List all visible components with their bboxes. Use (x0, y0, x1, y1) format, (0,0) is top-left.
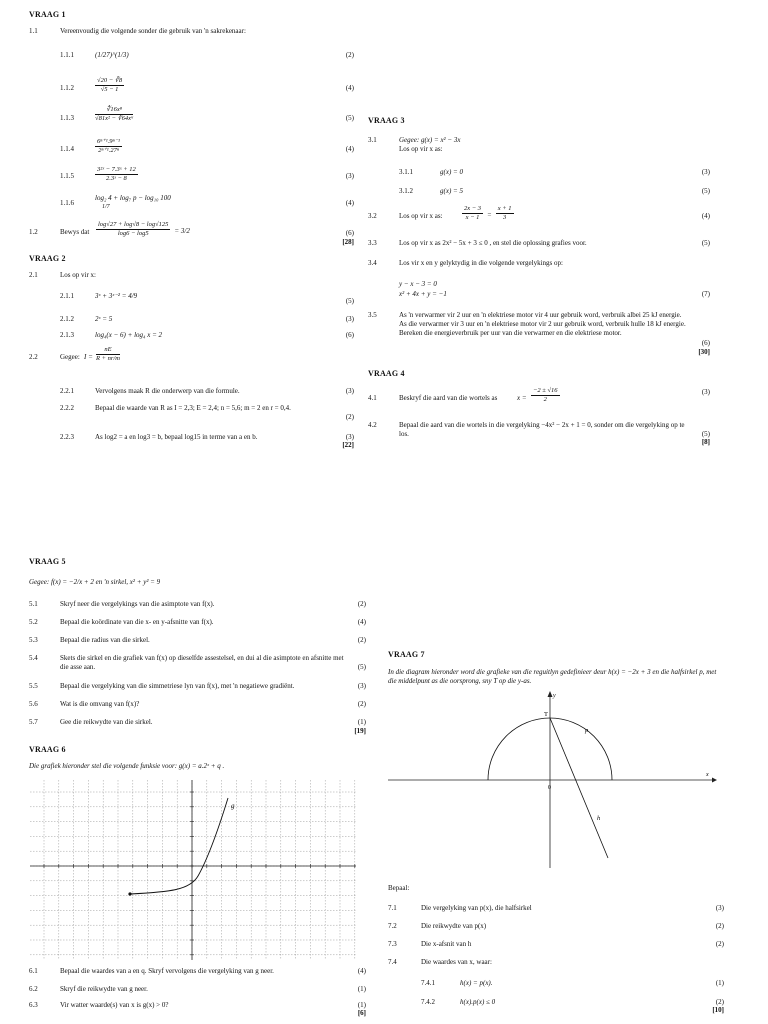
q4-1-denominator: 2 (543, 395, 547, 403)
q1-1-3-numerator: ∜16x⁸ (95, 106, 133, 115)
q1-2-rhs: = 3/2 (174, 227, 190, 235)
q2-1-2-number: 2.1.2 (60, 315, 74, 323)
q7-determine: Bepaal: (388, 884, 410, 892)
q1-1-2-numerator: √20 − ∛8 (97, 76, 123, 84)
q1-1-5-expression (95, 165, 138, 183)
q7-4-2-mark: (2) (715, 998, 724, 1006)
q4-2-mark: (5) (701, 430, 710, 438)
q6-intro: Die grafiek hieronder stel die volgende funksie voor: g(x) = a.2ˣ + q . (29, 762, 225, 770)
q3-total: [30] (698, 348, 710, 356)
q7-2-text: Die reikwydte van p(x) (421, 922, 487, 930)
q3-4-equation-2: x² + 4x + y = −1 (399, 290, 447, 298)
q1-heading: VRAAG 1 (29, 10, 66, 19)
q7-intro: In die diagram hieronder word die grafieke van die reguitlyn gedefinieer deur h(x) = −2x + 3 en die halfsirkel p, met die middelpunt as die oorsprong, sny T op die y-as. (388, 668, 717, 685)
q7-x-axis-arrow (712, 778, 717, 783)
q5-2-number: 5.2 (29, 618, 38, 626)
q7-heading: VRAAG 7 (388, 650, 425, 659)
q1-1-3-number: 1.1.3 (60, 114, 74, 122)
q2-2-3-mark: (3) (345, 433, 354, 441)
q2-2-text: Gegee: (60, 353, 80, 361)
q4-heading: VRAAG 4 (368, 369, 405, 378)
q1-2-text: Bewys dat (60, 228, 90, 236)
q3-2-left-numerator: 2x − 3 (464, 204, 482, 212)
q3-1-1-mark: (3) (701, 168, 710, 176)
q5-2-mark: (4) (357, 618, 366, 626)
q6-2-number: 6.2 (29, 985, 38, 993)
q2-2-formula-denominator: R + nr/m (96, 354, 120, 362)
q1-1-3-mark: (5) (345, 114, 354, 122)
q3-4-number: 3.4 (368, 259, 377, 267)
q1-1-3-denominator: √81x² − ∛64x⁶ (95, 114, 134, 122)
q2-2-3-number: 2.2.3 (60, 433, 74, 441)
q4-1-number: 4.1 (368, 394, 377, 402)
q2-2-1-text: Vervolgens maak R die onderwerp van die formule. (95, 387, 240, 395)
q5-heading: VRAAG 5 (29, 557, 66, 566)
q3-3-mark: (5) (701, 239, 710, 247)
q2-2-2-mark: (2) (345, 413, 354, 421)
q3-1-text2: Los op vir x as: (399, 145, 443, 153)
q7-4-2-text: h(x).p(x) ≤ 0 (460, 998, 496, 1006)
q1-1-6-base: 1/7 (102, 204, 110, 210)
q2-2-formula-numerator: nE (96, 346, 120, 355)
q2-1-3-expression: log₄(x − 6) + log₄ x = 2 (95, 331, 163, 339)
q3-3-number: 3.3 (368, 239, 377, 247)
q4-2-text: Bepaal die aard van die wortels in die vergelyking −4x² − 2x + 1 = 0, sonder om die vergelyking op te los. (399, 421, 685, 438)
q1-1-5-denominator: 2.3ˣ − 8 (105, 174, 127, 182)
q7-4-1-mark: (1) (715, 979, 724, 987)
q7-3-text: Die x-afsnit van h (421, 940, 472, 948)
q1-1-4-denominator: 2ⁿ⁺¹.27ⁿ (98, 146, 119, 154)
q2-2-3-text: As log2 = a en log3 = b, bepaal log15 in terme van a en b. (95, 433, 258, 441)
q5-1-text: Skryf neer die vergelykings van die asimptote van f(x). (60, 600, 215, 608)
q5-6-number: 5.6 (29, 700, 38, 708)
q6-curve-endpoint (128, 892, 131, 895)
q3-1-2-expression: g(x) = 5 (440, 187, 463, 195)
q1-1-6-expression: log₂ 4 + log₇ p − log₁₀ 100 (95, 194, 171, 202)
q5-5-mark: (3) (357, 682, 366, 690)
q7-3-mark: (2) (715, 940, 724, 948)
q3-2-right-numerator: x + 1 (497, 204, 512, 212)
q7-4-number: 7.4 (388, 958, 397, 966)
q3-4-equation-1: y − x − 3 = 0 (399, 280, 437, 288)
q1-1-2-denominator: √5 − 1 (100, 85, 119, 93)
q1-1-5-mark: (3) (345, 172, 354, 180)
q7-line-h (550, 718, 608, 858)
q1-1-1-number: 1.1.1 (60, 51, 74, 59)
q5-6-mark: (2) (357, 700, 366, 708)
q6-curve-g (130, 798, 228, 894)
q6-heading: VRAAG 6 (29, 745, 66, 754)
q5-4-number: 5.4 (29, 654, 38, 662)
q5-5-number: 5.5 (29, 682, 38, 690)
q2-1-3-number: 2.1.3 (60, 331, 74, 339)
q6-graph (30, 780, 356, 960)
q2-1-text: Los op vir x: (60, 271, 96, 279)
q3-4-mark: (7) (701, 290, 710, 298)
q3-5-mark: (6) (701, 339, 710, 347)
q5-1-number: 5.1 (29, 600, 38, 608)
q5-7-text: Gee die reikwydte van die sirkel. (60, 718, 153, 726)
q6-total: [6] (357, 1009, 366, 1017)
q6-2-mark: (1) (357, 985, 366, 993)
q7-2-number: 7.2 (388, 922, 397, 930)
q4-1-mark: (3) (701, 388, 710, 396)
q1-1-number: 1.1 (29, 27, 38, 35)
q7-4-1-text: h(x) = p(x). (460, 979, 493, 987)
q3-2-right-denominator: 3 (503, 213, 507, 221)
q3-1-1-expression: g(x) = 0 (440, 168, 463, 176)
q5-3-text: Bepaal die radius van die sirkel. (60, 636, 150, 644)
q3-2-equation: $\frac{2x - 3}{x - 1}$ = $\frac{x + 1}{3}$ (464, 204, 512, 221)
q3-1-number: 3.1 (368, 136, 377, 144)
q5-6-text: Wat is die omvang van f(x)? (60, 700, 140, 708)
q1-1-text: Vereenvoudig die volgende sonder die gebruik van 'n sakrekenaar: (60, 27, 246, 35)
q3-4-text: Los vir x en y gelyktydig in die volgende vergelykings op: (399, 259, 563, 267)
q3-2-number: 3.2 (368, 212, 377, 220)
q1-1-4-mark: (4) (345, 145, 354, 153)
q2-1-3-mark: (6) (345, 331, 354, 339)
q1-1-1-expression: (1/27)^(1/3) (95, 51, 129, 59)
q6-3-mark: (1) (357, 1001, 366, 1009)
q5-3-mark: (2) (357, 636, 366, 644)
q2-1-number: 2.1 (29, 271, 38, 279)
q1-1-4-expression (95, 137, 122, 155)
q5-7-mark: (1) (357, 718, 366, 726)
q6-3-text: Vir watter waarde(s) van x is g(x) > 0? (60, 1001, 169, 1009)
q2-2-2-number: 2.2.2 (60, 404, 74, 412)
q5-total: [19] (354, 727, 366, 735)
q2-2-formula-lhs: I = (84, 353, 93, 361)
q2-2-1-mark: (3) (345, 387, 354, 395)
q3-1-2-mark: (5) (701, 187, 710, 195)
q1-1-3-expression (95, 105, 133, 123)
q4-1-numerator: −2 ± √16 (533, 386, 558, 394)
q7-4-2-number: 7.4.2 (421, 998, 435, 1006)
q7-label-y: y (553, 693, 556, 699)
q5-1-mark: (2) (357, 600, 366, 608)
q2-2-formula (96, 345, 120, 363)
q5-2-text: Bepaal die koördinate van die x- en y-afsnitte van f(x). (60, 618, 214, 626)
q3-3-text: Los op vir x as 2x² − 5x + 3 ≤ 0 , en stel die oplossing grafies voor. (399, 239, 587, 247)
q5-4-mark: (5) (357, 663, 366, 671)
q4-1-lhs: x = (517, 394, 527, 402)
q1-1-6-mark: (4) (345, 199, 354, 207)
q7-1-text: Die vergelyking van p(x), die halfsirkel (421, 904, 532, 912)
q1-total: [28] (342, 238, 354, 246)
q1-1-1-mark: (2) (345, 51, 354, 59)
q5-7-number: 5.7 (29, 718, 38, 726)
q1-2-expression (96, 220, 190, 238)
q1-1-4-numerator: 6ⁿ⁺¹.9ⁿ⁻¹ (97, 137, 120, 145)
q7-label-p: p (585, 727, 589, 734)
q1-1-5-number: 1.1.5 (60, 172, 74, 180)
q1-2-numerator: log√27 + log√8 − log√125 (98, 220, 169, 228)
q1-1-5-numerator: 3²ˣ − 7.3ˣ + 12 (97, 165, 136, 173)
q2-1-1-mark: (5) (345, 297, 354, 305)
q2-1-2-mark: (3) (345, 315, 354, 323)
q4-1-expression (531, 386, 560, 404)
q5-3-number: 5.3 (29, 636, 38, 644)
q2-heading: VRAAG 2 (29, 254, 66, 263)
q1-1-2-expression (95, 76, 124, 94)
q1-2-number: 1.2 (29, 228, 38, 236)
q6-3-number: 6.3 (29, 1001, 38, 1009)
q4-1-text: Beskryf die aard van die wortels as (399, 394, 498, 402)
q5-4-text: Skets die sirkel en die grafiek van f(x) op dieselfde assestelsel, en dui al die asimptote en afsnitte met die asse aan. (60, 654, 344, 671)
q6-2-text: Skryf die reikwydte van g neer. (60, 985, 148, 993)
q3-2-mark: (4) (701, 212, 710, 220)
q2-1-1-number: 2.1.1 (60, 292, 74, 300)
q7-label-h: h (597, 815, 601, 822)
q7-total: [10] (712, 1006, 724, 1014)
q2-2-1-number: 2.2.1 (60, 387, 74, 395)
q7-3-number: 7.3 (388, 940, 397, 948)
q1-1-4-number: 1.1.4 (60, 145, 74, 153)
q7-2-mark: (2) (715, 922, 724, 930)
q3-5-text: As 'n verwarmer vir 2 uur en 'n elektriese motor vir 4 uur gebruik word, verbruik albei 25 kJ energie. As die verwarmer vir 3 uur en 'n elektriese motor vir 2 uur gebruik word, verbruik hulle 18 kJ energie. Bereken die energieverbruik per uur van die verwarmer en die elektriese motor. (399, 311, 686, 337)
q6-grid (30, 780, 356, 960)
q1-1-6-number: 1.1.6 (60, 199, 74, 207)
q2-2-number: 2.2 (29, 353, 38, 361)
q7-diagram (388, 688, 718, 870)
q6-1-text: Bepaal die waardes van a en q. Skryf vervolgens die vergelyking van g neer. (60, 967, 274, 975)
q3-2-left-denominator: x − 1 (465, 213, 480, 221)
q3-5-number: 3.5 (368, 311, 377, 319)
q1-1-2-mark: (4) (345, 84, 354, 92)
q6-1-number: 6.1 (29, 967, 38, 975)
q2-1-2-expression: 2ˣ = 5 (95, 315, 113, 323)
q3-1-text: Gegee: g(x) = x² − 3x (399, 136, 461, 144)
q7-y-axis-arrow (548, 691, 553, 697)
q1-2-mark: (6) (345, 229, 354, 237)
q1-1-2-number: 1.1.2 (60, 84, 74, 92)
q4-2-number: 4.2 (368, 421, 377, 429)
q7-4-1-number: 7.4.1 (421, 979, 435, 987)
q7-1-number: 7.1 (388, 904, 397, 912)
q4-total: [8] (701, 438, 710, 446)
q5-given: Gegee: f(x) = −2/x + 2 en 'n sirkel, x² + y² = 9 (29, 578, 161, 586)
q7-label-x: x (706, 772, 709, 778)
q1-2-denominator: log6 − log5 (117, 229, 149, 237)
q7-1-mark: (3) (715, 904, 724, 912)
q2-2-2-text: Bepaal die waarde van R as I = 2,3; E = 2,4; n = 5,6; m = 2 en r = 0,4. (95, 404, 291, 412)
q2-total: [22] (342, 441, 354, 449)
q3-2-text: Los op vir x as: (399, 212, 443, 220)
q6-1-mark: (4) (357, 967, 366, 975)
q7-label-origin: 0 (548, 785, 551, 791)
q7-4-text: Die waardes van x, waar: (421, 958, 492, 966)
q3-heading: VRAAG 3 (368, 116, 405, 125)
q2-1-1-expression: 3ˣ + 3ˣ⁻² = 4/9 (95, 292, 138, 300)
q3-1-1-number: 3.1.1 (399, 168, 413, 176)
q3-1-2-number: 3.1.2 (399, 187, 413, 195)
q6-curve-label: g (231, 802, 235, 810)
q7-label-T: T (544, 711, 548, 718)
q5-5-text: Bepaal die vergelyking van die simmetriese lyn van f(x), met 'n negatiewe gradiënt. (60, 682, 295, 690)
